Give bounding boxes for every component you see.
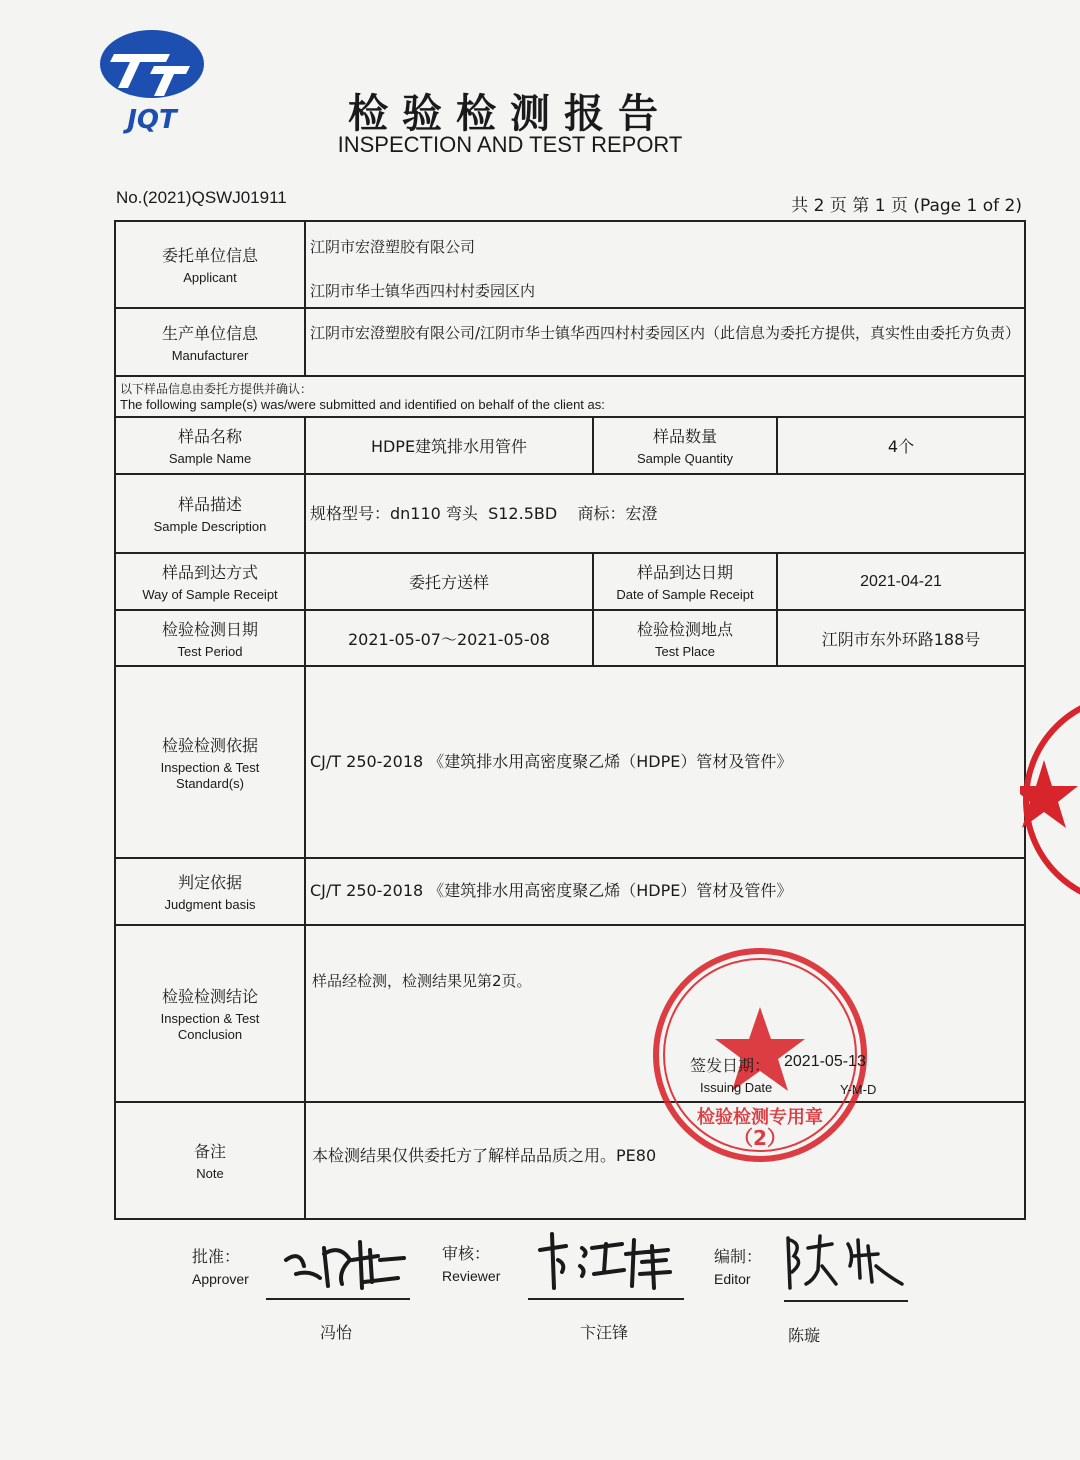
sample-description-label (116, 475, 304, 552)
receipt-way-value: 委托方送样 (408, 573, 489, 592)
conclusion-label (116, 926, 304, 1101)
judgment-value: CJ/T 250-2018 《建筑排水用高密度聚乙烯（HDPE）管材及管件》 (310, 881, 793, 900)
label-cn: 样品到达日期 (636, 563, 733, 582)
logo-text: JQT (127, 105, 177, 135)
applicant-address: 江阴市华士镇华西四村村委园区内 (310, 282, 536, 300)
editor-name: 陈璇 (788, 1326, 821, 1345)
label-cn: 备注 (193, 1142, 226, 1161)
label-en: Inspection & Test Conclusion (160, 1011, 260, 1042)
label-en: Sample Description (153, 519, 267, 534)
report-title-cn: 检验检测报告 (348, 90, 672, 137)
label-en: Test Period (177, 643, 243, 659)
test-place-label (594, 611, 776, 665)
receipt-date-value: 2021-04-21 (860, 572, 942, 590)
approver-signature-line (266, 1298, 410, 1300)
label-en: Date of Sample Receipt (616, 587, 754, 602)
issuing-date-value: 2021-05-13 (784, 1053, 866, 1070)
label-en: Way of Sample Receipt (142, 587, 278, 602)
judgment-label (116, 859, 304, 924)
reviewer-name: 卞汪锋 (580, 1323, 629, 1342)
jqt-logo-icon (92, 16, 212, 136)
receipt-way-label (116, 554, 304, 609)
partial-seal-icon (1020, 690, 1080, 910)
label-en: Applicant (183, 270, 237, 285)
label-cn: 样品名称 (177, 427, 242, 446)
company-logo (92, 16, 212, 136)
label-cn: 编制： (714, 1247, 763, 1266)
label-en: Inspection & Test Standard(s) (160, 759, 260, 791)
editor-signature-icon (780, 1226, 910, 1296)
label-cn: 样品数量 (652, 427, 717, 446)
approver-signature-icon (280, 1230, 410, 1295)
notice-en: The following sample(s) was/were submitted and identified on behalf of the client as: (120, 397, 605, 412)
page-indicator: 共 2 页 第 1 页 (Page 1 of 2) (791, 196, 1022, 216)
label-cn: 审核： (442, 1244, 491, 1263)
label-en: Test Place (655, 643, 715, 659)
label-en: Reviewer (442, 1268, 501, 1284)
test-period-value: 2021-05-07～2021-05-08 (348, 629, 550, 649)
sample-name-label (116, 418, 304, 473)
date-format: Y-M-D (840, 1082, 877, 1097)
reviewer-signature-line (528, 1298, 684, 1300)
col-divider (304, 220, 306, 375)
note-label (116, 1103, 304, 1218)
applicant-label (116, 222, 304, 307)
standards-label (116, 667, 304, 857)
label-cn: 批准： (192, 1247, 241, 1266)
label-cn: 样品描述 (177, 495, 242, 514)
seal-text: 检验检测专用章 (697, 1107, 823, 1128)
receipt-date-label (594, 554, 776, 609)
label-en: Judgment basis (164, 897, 256, 912)
label-cn: 检验检测依据 (161, 735, 258, 755)
manufacturer-label (116, 309, 304, 375)
seal-number: （2） (733, 1126, 787, 1150)
test-place-value: 江阴市东外环路188号 (821, 629, 981, 649)
test-period-label (116, 611, 304, 665)
sample-description-value: 规格型号：dn110 弯头 S12.5BD 商标：宏澄 (310, 504, 658, 523)
report-number: No.(2021)QSWJ01911 (116, 188, 287, 207)
approver-name: 冯怡 (320, 1323, 353, 1342)
label-en: Sample Name (168, 451, 252, 466)
label-cn: 检验检测日期 (161, 619, 258, 639)
label-cn: 检验检测结论 (161, 987, 258, 1006)
label-en: Approver (192, 1271, 249, 1287)
label-cn: 委托单位信息 (161, 246, 258, 265)
notice-cn: 以下样品信息由委托方提供并确认： (120, 382, 313, 396)
issuing-date-label-en: Issuing Date (700, 1080, 773, 1095)
sample-name-value: HDPE建筑排水用管件 (370, 437, 528, 456)
report-title-en: INSPECTION AND TEST REPORT (337, 132, 683, 157)
label-en: Sample Quantity (636, 451, 734, 466)
reviewer-signature-icon (530, 1226, 680, 1296)
sample-quantity-label (594, 418, 776, 473)
note-value: 本检测结果仅供委托方了解样品品质之用。PE80 (312, 1146, 657, 1165)
label-cn: 生产单位信息 (161, 323, 258, 343)
sample-quantity-value: 4个 (887, 437, 915, 456)
standards-value: CJ/T 250-2018 《建筑排水用高密度聚乙烯（HDPE）管材及管件》 (310, 752, 793, 771)
editor-label (714, 1244, 762, 1287)
label-cn: 样品到达方式 (161, 563, 258, 582)
label-en: Note (196, 1166, 224, 1181)
issuing-date-label: 签发日期： (690, 1056, 771, 1075)
col-divider (304, 416, 306, 1220)
applicant-name: 江阴市宏澄塑胶有限公司 (310, 238, 476, 256)
manufacturer-value: 江阴市宏澄塑胶有限公司/江阴市华士镇华西四村村委园区内（此信息为委托方提供，真实性由委托方负责） (310, 324, 1021, 342)
label-en: Manufacturer (171, 347, 249, 363)
label-cn: 检验检测地点 (636, 619, 733, 639)
row-divider (114, 375, 1026, 377)
reviewer-label (442, 1241, 500, 1284)
label-cn: 判定依据 (177, 873, 242, 892)
approver-label (192, 1244, 249, 1287)
editor-signature-line (784, 1300, 908, 1302)
label-en: Editor (714, 1271, 751, 1287)
conclusion-value: 样品经检测，检测结果见第2页。 (312, 972, 532, 990)
